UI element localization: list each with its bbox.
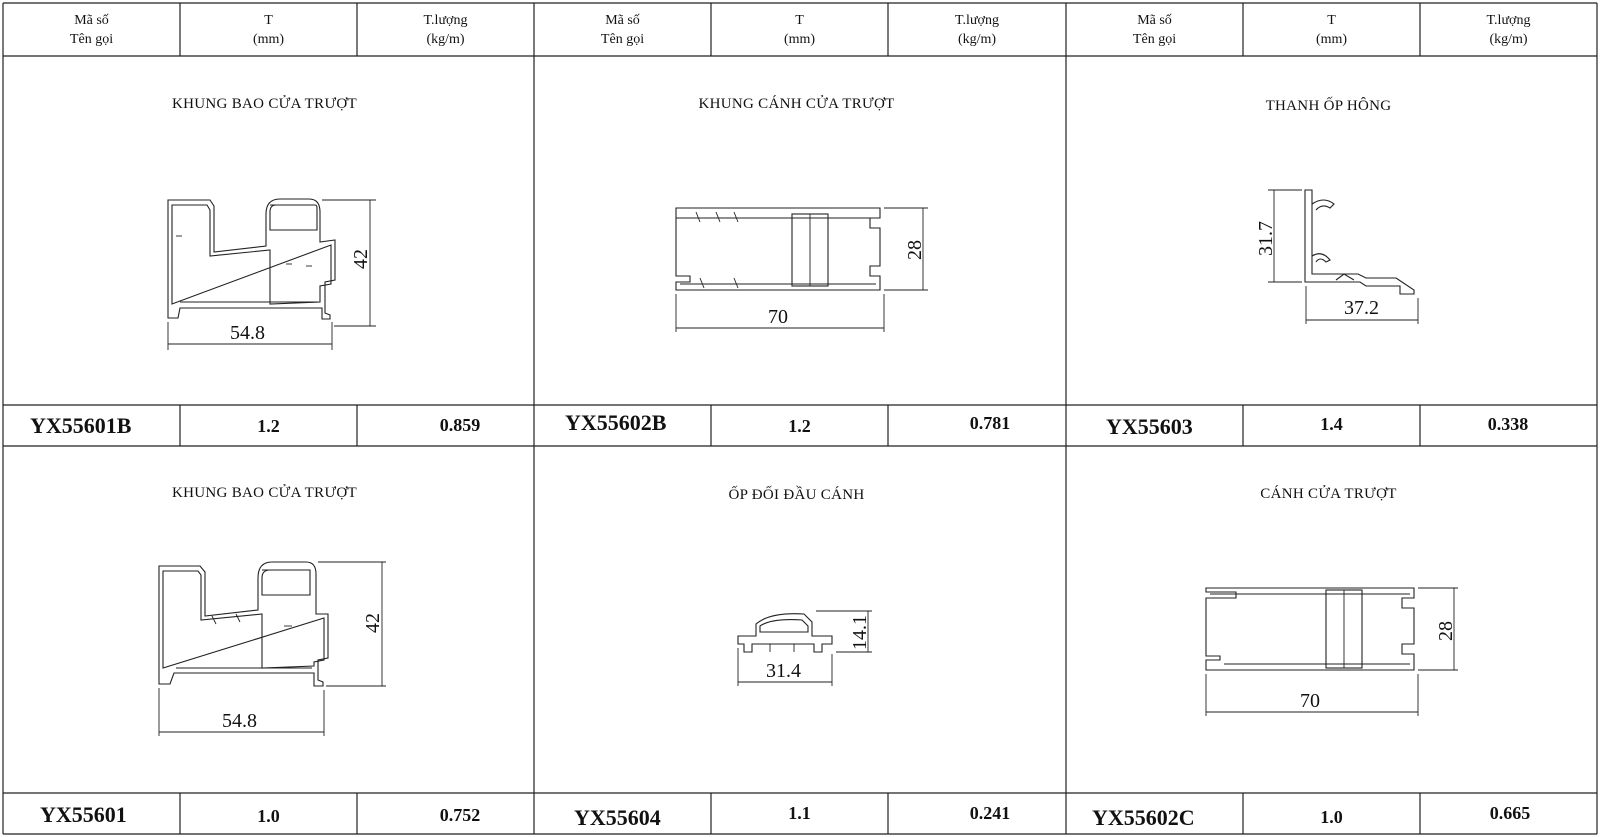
product-name: THANH ỐP HÔNG (1265, 98, 1392, 114)
thickness-value: 1.1 (788, 803, 811, 823)
product-name: ỐP ĐỐI ĐẦU CÁNH (728, 487, 865, 503)
profile-drawing-yx55602b (676, 208, 928, 332)
header-weight-label: T.lượng (955, 13, 999, 28)
product-name: KHUNG BAO CỬA TRƯỢT (172, 96, 357, 112)
width-dimension: 70 (768, 306, 788, 328)
weight-value: 0.338 (1487, 414, 1529, 434)
width-dimension: 37.2 (1344, 297, 1379, 319)
header-t-unit: (mm) (252, 32, 285, 47)
header-name-label: Tên gọi (1132, 32, 1177, 47)
thickness-value: 1.0 (257, 806, 280, 826)
product-code: YX55601B (30, 413, 132, 438)
width-dimension: 54.8 (222, 710, 257, 732)
header-name-label: Tên gọi (69, 32, 114, 47)
weight-value: 0.859 (439, 415, 481, 435)
thickness-value: 1.2 (788, 416, 811, 436)
product-code: YX55602B (565, 410, 667, 435)
header-weight-label: T.lượng (1486, 13, 1531, 28)
header-t-label: T (264, 13, 273, 28)
height-dimension: 28 (1435, 621, 1457, 641)
header-weight-unit: (kg/m) (1489, 32, 1528, 47)
product-code: YX55601 (40, 802, 127, 827)
header-code-label: Mã số (1137, 13, 1172, 28)
profile-drawing-yx55602c (1206, 588, 1458, 716)
product-code: YX55603 (1106, 414, 1193, 439)
height-dimension: 42 (362, 613, 384, 633)
width-dimension: 54.8 (230, 322, 265, 344)
product-name: KHUNG BAO CỬA TRƯỢT (172, 485, 357, 501)
weight-value: 0.241 (969, 803, 1011, 823)
height-dimension: 14.1 (849, 615, 871, 650)
header-code-label: Mã số (605, 13, 640, 28)
width-dimension: 70 (1300, 690, 1320, 712)
height-dimension: 31.7 (1255, 221, 1277, 256)
thickness-value: 1.4 (1320, 414, 1343, 434)
profile-drawing-yx55604 (738, 611, 872, 686)
weight-value: 0.781 (969, 413, 1011, 433)
product-name: KHUNG CÁNH CỬA TRƯỢT (698, 96, 895, 112)
product-code: YX55602C (1092, 805, 1195, 830)
profile-drawing-yx55603 (1255, 190, 1418, 324)
product-code: YX55604 (574, 805, 661, 830)
header-name-label: Tên gọi (600, 32, 645, 47)
header-weight-unit: (kg/m) (957, 32, 997, 47)
header-weight-label: T.lượng (423, 13, 468, 28)
height-dimension: 42 (350, 249, 372, 269)
profile-drawing-yx55601b (168, 199, 376, 350)
width-dimension: 31.4 (766, 660, 801, 682)
header-weight-unit: (kg/m) (426, 32, 465, 47)
height-dimension: 28 (904, 240, 926, 260)
profile-drawing-yx55601 (159, 562, 386, 736)
thickness-value: 1.0 (1320, 807, 1343, 827)
header-t-label: T (795, 13, 804, 28)
header-t-label: T (1327, 13, 1336, 28)
header-code-label: Mã số (74, 13, 109, 28)
header-t-unit: (mm) (783, 32, 816, 47)
weight-value: 0.665 (1489, 803, 1531, 823)
header-t-unit: (mm) (1315, 32, 1348, 47)
thickness-value: 1.2 (257, 416, 280, 436)
weight-value: 0.752 (439, 805, 481, 825)
product-name: CÁNH CỬA TRƯỢT (1260, 486, 1397, 502)
